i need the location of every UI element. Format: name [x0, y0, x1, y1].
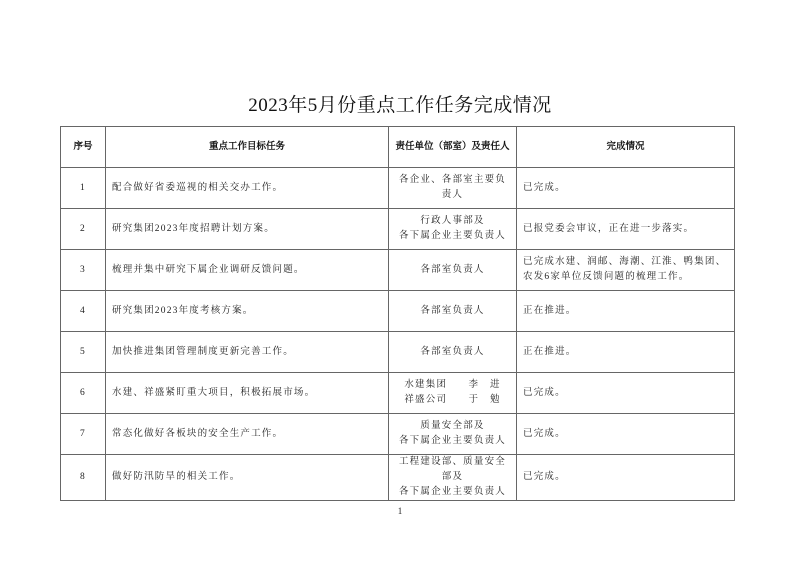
row-owner [389, 168, 517, 209]
row-task: 做好防汛防旱的相关工作。 [106, 455, 389, 501]
row-number: 7 [61, 414, 106, 455]
owner-line: 质量安全部及 [420, 421, 485, 431]
owner-line: 工程建设部、质量安全部及 [398, 457, 506, 482]
owner-line: 各企业、各部室主要负责人 [398, 175, 506, 200]
table-row [61, 291, 735, 332]
row-status: 已完成。 [517, 373, 735, 414]
owner-line: 各部室负责人 [420, 346, 485, 357]
owner-line: 各部室负责人 [420, 305, 485, 316]
owner-line: 各部室负责人 [420, 264, 485, 275]
row-task: 研究集团2023年度招聘计划方案。 [106, 209, 389, 250]
page-number: 1 [397, 506, 403, 516]
table-row [61, 332, 735, 373]
row-status: 已完成。 [517, 455, 735, 501]
row-number: 1 [61, 168, 106, 209]
row-owner [389, 332, 517, 373]
row-task: 研究集团2023年度考核方案。 [106, 291, 389, 332]
row-number: 6 [61, 373, 106, 414]
task-table [60, 126, 735, 501]
row-owner [389, 414, 517, 455]
row-owner [389, 455, 517, 501]
row-status: 已完成。 [517, 414, 735, 455]
row-task: 加快推进集团管理制度更新完善工作。 [106, 332, 389, 373]
page-title: 2023年5月份重点工作任务完成情况 [248, 95, 552, 116]
table-row [61, 373, 735, 414]
owner-line: 各下属企业主要负责人 [398, 231, 506, 241]
row-owner [389, 291, 517, 332]
owner-line: 各下属企业主要负责人 [398, 436, 506, 446]
row-number: 5 [61, 332, 106, 373]
header-status: 完成情况 [517, 127, 735, 168]
header-no: 序号 [61, 127, 106, 168]
table-header-row [61, 127, 735, 168]
row-status: 已报党委会审议，正在进一步落实。 [517, 209, 735, 250]
row-task: 梳理并集中研究下属企业调研反馈问题。 [106, 250, 389, 291]
row-owner [389, 373, 517, 414]
owner-line: 行政人事部及 [420, 216, 485, 226]
header-task: 重点工作目标任务 [106, 127, 389, 168]
row-status: 已完成水建、润邮、海潮、江淮、鸭集团、农发6家单位反馈问题的梳理工作。 [517, 250, 735, 291]
owner-line: 祥盛公司 于 勉 [404, 395, 501, 405]
row-task: 配合做好省委巡视的相关交办工作。 [106, 168, 389, 209]
row-number: 3 [61, 250, 106, 291]
table-row [61, 455, 735, 501]
row-status: 已完成。 [517, 168, 735, 209]
row-owner [389, 250, 517, 291]
row-task: 常态化做好各板块的安全生产工作。 [106, 414, 389, 455]
owner-line: 水建集团 李 进 [404, 380, 501, 390]
row-task: 水建、祥盛紧盯重大项目，积极拓展市场。 [106, 373, 389, 414]
owner-line: 各下属企业主要负责人 [398, 487, 506, 497]
header-owner: 责任单位（部室）及责任人 [389, 127, 517, 168]
row-status: 正在推进。 [517, 332, 735, 373]
row-owner [389, 209, 517, 250]
table-row [61, 168, 735, 209]
table-row [61, 414, 735, 455]
table-row [61, 250, 735, 291]
row-status: 正在推进。 [517, 291, 735, 332]
row-number: 2 [61, 209, 106, 250]
row-number: 8 [61, 455, 106, 501]
table-row [61, 209, 735, 250]
row-number: 4 [61, 291, 106, 332]
